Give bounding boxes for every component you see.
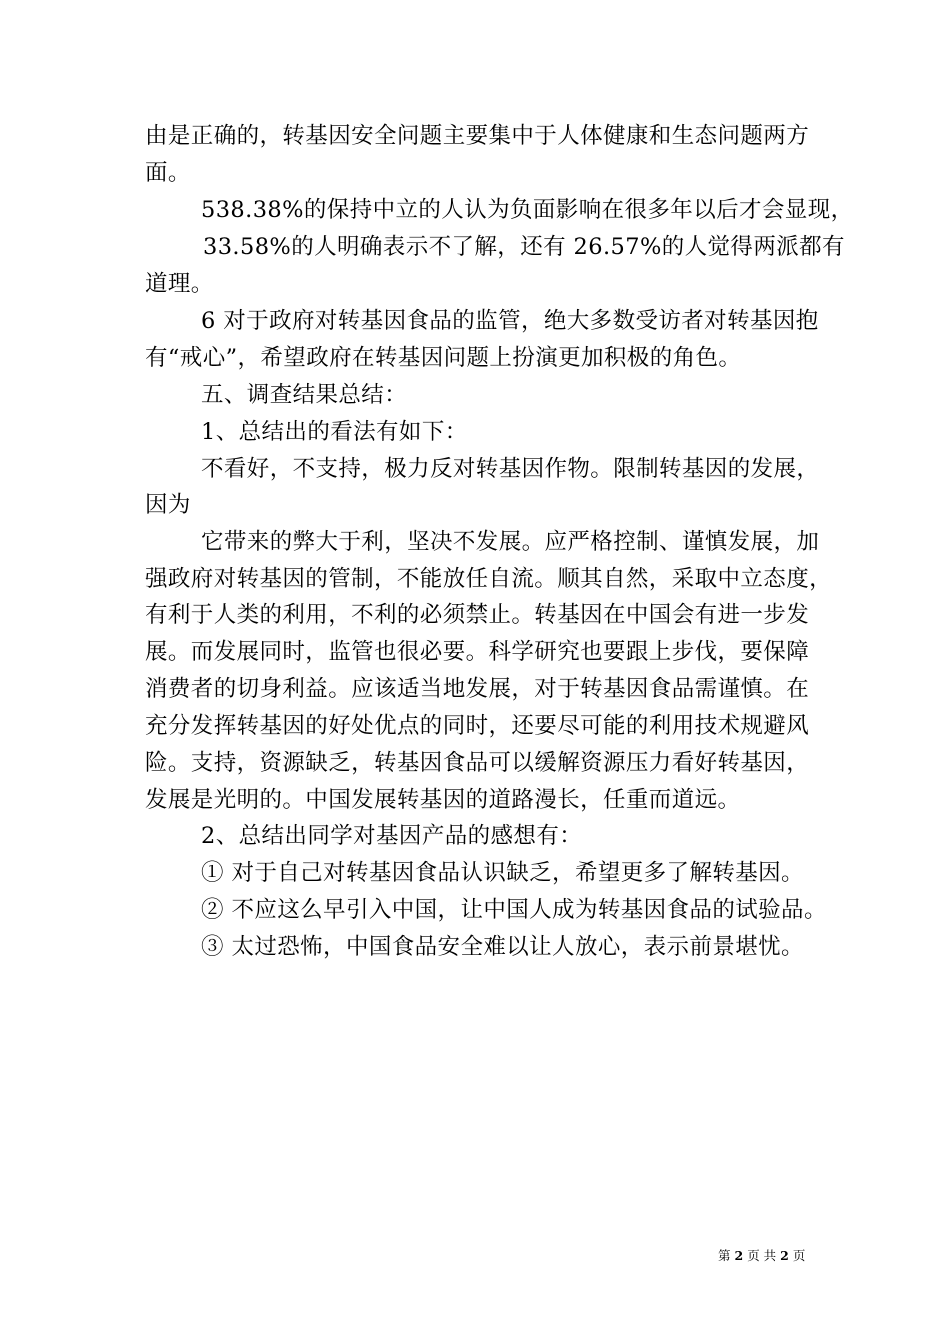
body-line-10: 不看好，不支持，极力反对转基因作物。限制转基因的发展， (201, 456, 820, 482)
page-footer (718, 1248, 805, 1264)
body-line-11: 因为 (145, 492, 191, 518)
list-item-1: ① 对于自己对转基因食品认识缺乏，希望更多了解转基因。 (201, 860, 804, 886)
body-line-6: 6 对于政府对转基因食品的监管，绝大多数受访者对转基因抱 (201, 308, 819, 334)
footer-middle: 页 共 (747, 1248, 777, 1263)
body-line-17: 充分发挥转基因的好处优点的同时，还要尽可能的利用技术规避风 (145, 713, 810, 739)
body-line-4: 33.58%的人明确表示不了解，还有 26.57%的人觉得两派都有 (203, 234, 845, 260)
body-line-15: 展。而发展同时，监管也很必要。科学研究也要跟上步伐，要保障 (145, 639, 810, 665)
footer-page-number: 2 (734, 1248, 744, 1263)
body-line-18: 险。支持，资源缺乏，转基因食品可以缓解资源压力看好转基因， (145, 750, 810, 776)
subsection-heading-1: 1、总结出的看法有如下： (201, 419, 468, 445)
body-line-13: 强政府对转基因的管制，不能放任自流。顺其自然，采取中立态度， (145, 566, 833, 592)
list-item-3: ③ 太过恐怖，中国食品安全难以让人放心，表示前景堪忧。 (201, 934, 804, 960)
list-item-2: ② 不应这么早引入中国，让中国人成为转基因食品的试验品。 (201, 897, 827, 923)
footer-suffix: 页 (792, 1248, 806, 1263)
body-line-2: 面。 (145, 160, 191, 186)
body-line-7: 有“戒心”，希望政府在转基因问题上扮演更加积极的角色。 (145, 345, 742, 371)
body-line-5: 道理。 (145, 271, 214, 297)
footer-total-pages: 2 (780, 1248, 789, 1263)
body-line-3: 538.38%的保持中立的人认为负面影响在很多年以后才会显现， (201, 197, 854, 223)
body-line-1: 由是正确的，转基因安全问题主要集中于人体健康和生态问题两方 (145, 123, 810, 149)
body-line-16: 消费者的切身利益。应该适当地发展，对于转基因食品需谨慎。在 (145, 676, 810, 702)
subsection-heading-2: 2、总结出同学对基因产品的感想有： (201, 823, 583, 849)
body-line-12: 它带来的弊大于利，坚决不发展。应严格控制、谨慎发展，加 (201, 529, 820, 555)
body-line-14: 有利于人类的利用，不利的必须禁止。转基因在中国会有进一步发 (145, 602, 810, 628)
footer-prefix: 第 (718, 1248, 731, 1263)
section-heading: 五、调查结果总结： (201, 382, 408, 408)
body-line-19: 发展是光明的。中国发展转基因的道路漫长，任重而道远。 (145, 787, 741, 813)
